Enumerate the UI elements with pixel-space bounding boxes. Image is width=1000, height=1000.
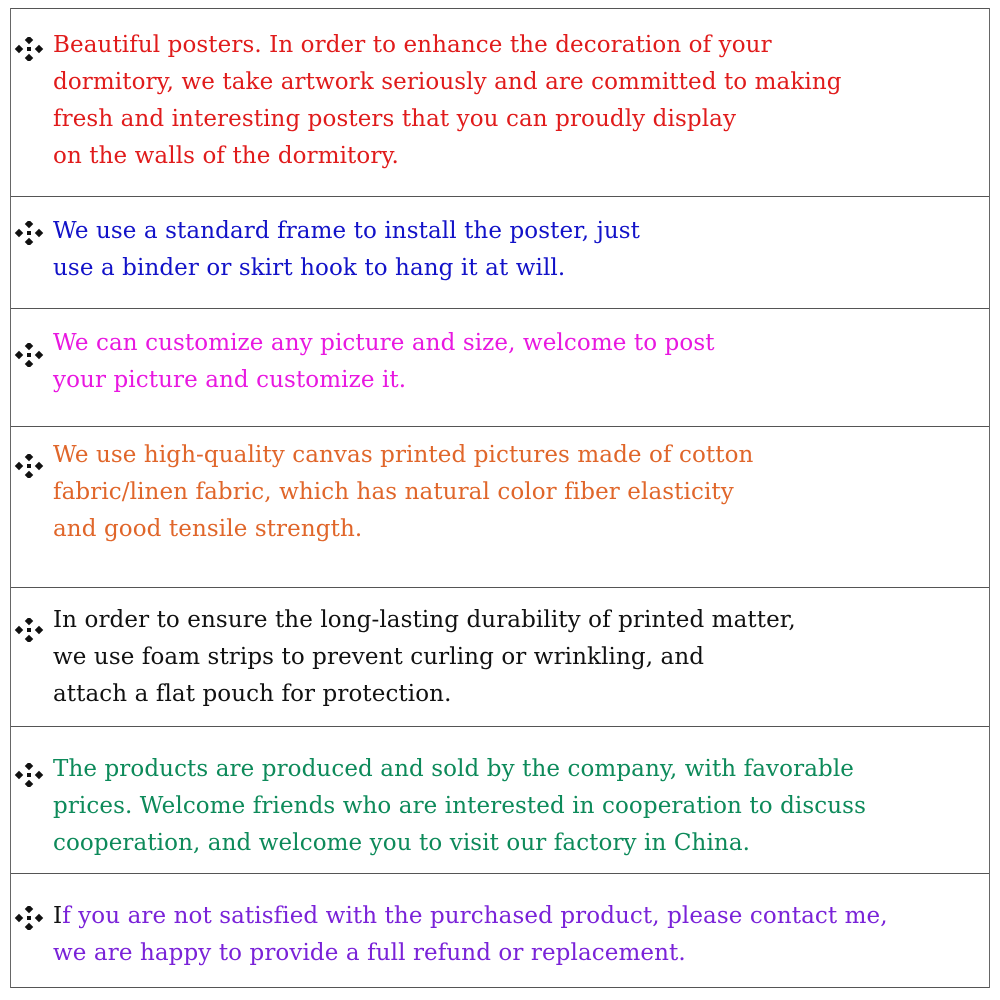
four-diamond-bullet-icon xyxy=(13,906,45,930)
feature-text-3: We can customize any picture and size, welcome to post your picture and customize it. xyxy=(53,330,715,393)
feature-row-1 xyxy=(11,8,989,196)
feature-row-3 xyxy=(11,308,989,426)
four-diamond-bullet-icon xyxy=(13,37,45,61)
feature-text-1: Beautiful posters. In order to enhance the decoration of your dormitory, we take artwork seriously and are committed to making fresh and interesting posters that you can proudly display on the walls of the dormitory. xyxy=(53,32,842,169)
four-diamond-bullet-icon xyxy=(13,618,45,642)
feature-row-7 xyxy=(11,873,989,988)
feature-row-6 xyxy=(11,726,989,873)
feature-text-4: We use high-quality canvas printed pictures made of cotton fabric/linen fabric, which has natural color fiber elasticity and good tensile strength. xyxy=(53,442,754,542)
feature-text-6: The products are produced and sold by the company, with favorable prices. Welcome friends who are interested in cooperation to discuss cooperation, and welcome you to visit our factory in China. xyxy=(53,756,866,856)
feature-text-7-body: f you are not satisfied with the purchased product, please contact me, we are happy to provide a full refund or replacement. xyxy=(53,903,888,966)
feature-text-2: We use a standard frame to install the poster, just use a binder or skirt hook to hang it at will. xyxy=(53,218,640,281)
four-diamond-bullet-icon xyxy=(13,454,45,478)
four-diamond-bullet-icon xyxy=(13,763,45,787)
feature-text-5: In order to ensure the long-lasting durability of printed matter, we use foam strips to prevent curling or wrinkling, and attach a flat pouch for protection. xyxy=(53,607,796,707)
feature-row-4 xyxy=(11,426,989,587)
feature-row-2 xyxy=(11,196,989,308)
feature-text-7-initial: I xyxy=(53,903,63,929)
four-diamond-bullet-icon xyxy=(13,221,45,245)
four-diamond-bullet-icon xyxy=(13,343,45,367)
feature-row-5 xyxy=(11,587,989,726)
feature-text-7 xyxy=(53,898,985,972)
feature-list-sheet xyxy=(10,8,990,988)
